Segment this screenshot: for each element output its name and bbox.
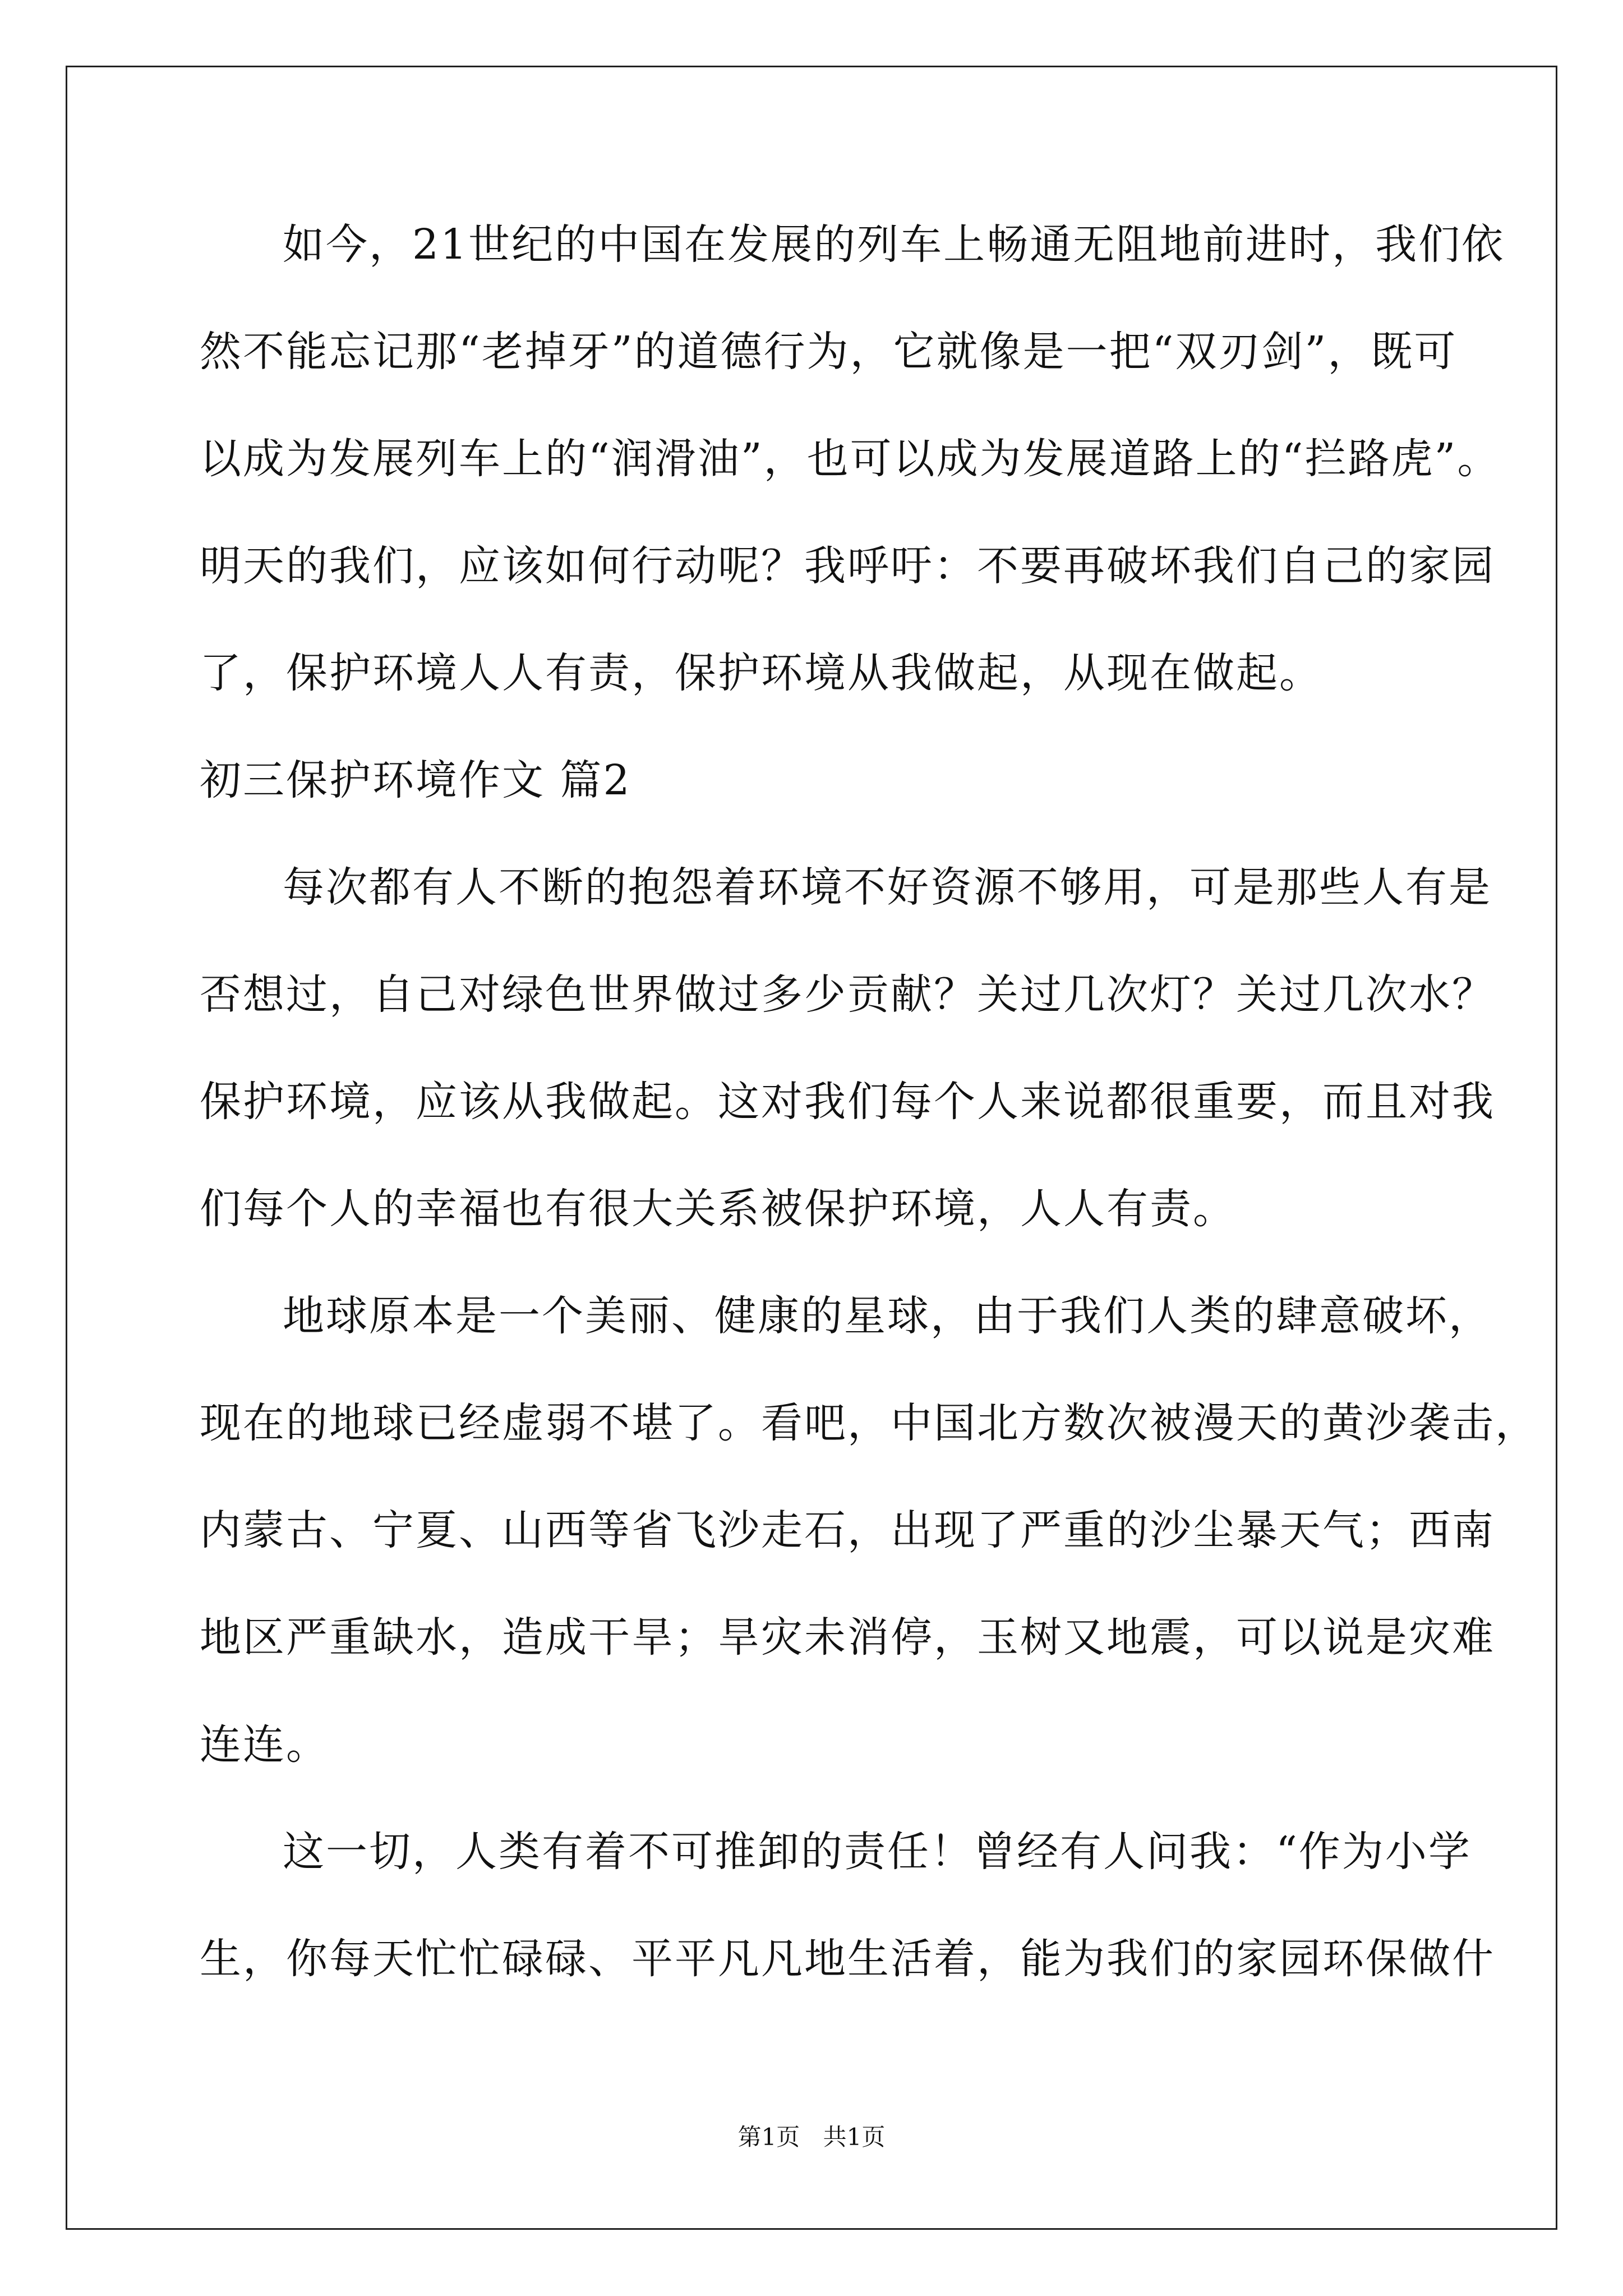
paragraph-line: 每次都有人不断的抱怨着环境不好资源不够用，可是那些人有是: [283, 863, 1492, 912]
page-number: 第1页: [737, 2123, 800, 2151]
paragraph-line: 内蒙古、宁夏、山西等省飞沙走石，出现了严重的沙尘暴天气；西南: [200, 1506, 1495, 1554]
section-heading: 初三保护环境作文 篇2: [200, 756, 631, 804]
paragraph-line: 以成为发展列车上的“润滑油”，也可以成为发展道路上的“拦路虎”。: [200, 435, 1501, 483]
paragraph-line: 连连。: [200, 1720, 329, 1769]
paragraph-line: 了，保护环境人人有责，保护环境从我做起，从现在做起。: [200, 649, 1322, 697]
paragraph-line: 现在的地球已经虚弱不堪了。看吧，中国北方数次被漫天的黄沙袭击，: [200, 1399, 1538, 1447]
paragraph-line: 否想过，自己对绿色世界做过多少贡献？关过几次灯？关过几次水？: [200, 970, 1495, 1019]
paragraph-line: 地区严重缺水，造成干旱；旱灾未消停，玉树又地震，可以说是灾难: [200, 1613, 1495, 1662]
paragraph-line: 明天的我们，应该如何行动呢？我呼吁：不要再破坏我们自己的家园: [200, 542, 1495, 590]
page-footer: [0, 2120, 1623, 2154]
paragraph-line: 然不能忘记那“老掉牙”的道德行为，它就像是一把“双刃剑”，既可: [200, 328, 1458, 376]
paragraph-line: 们每个人的幸福也有很大关系被保护环境，人人有责。: [200, 1185, 1236, 1233]
paragraph-line: 保护环境，应该从我做起。这对我们每个人来说都很重要，而且对我: [200, 1078, 1495, 1126]
paragraph-line: 地球原本是一个美丽、健康的星球，由于我们人类的肆意破坏，: [283, 1292, 1492, 1340]
paragraph-line: 生，你每天忙忙碌碌、平平凡凡地生活着，能为我们的家园环保做什: [200, 1935, 1495, 1983]
page-total: 共1页: [823, 2123, 886, 2151]
paragraph-line: 这一切，人类有着不可推卸的责任！曾经有人问我：“作为小学: [283, 1828, 1472, 1876]
page-border: [66, 66, 1557, 2230]
paragraph-line: 如今，21世纪的中国在发展的列车上畅通无阻地前进时，我们依: [283, 220, 1505, 269]
